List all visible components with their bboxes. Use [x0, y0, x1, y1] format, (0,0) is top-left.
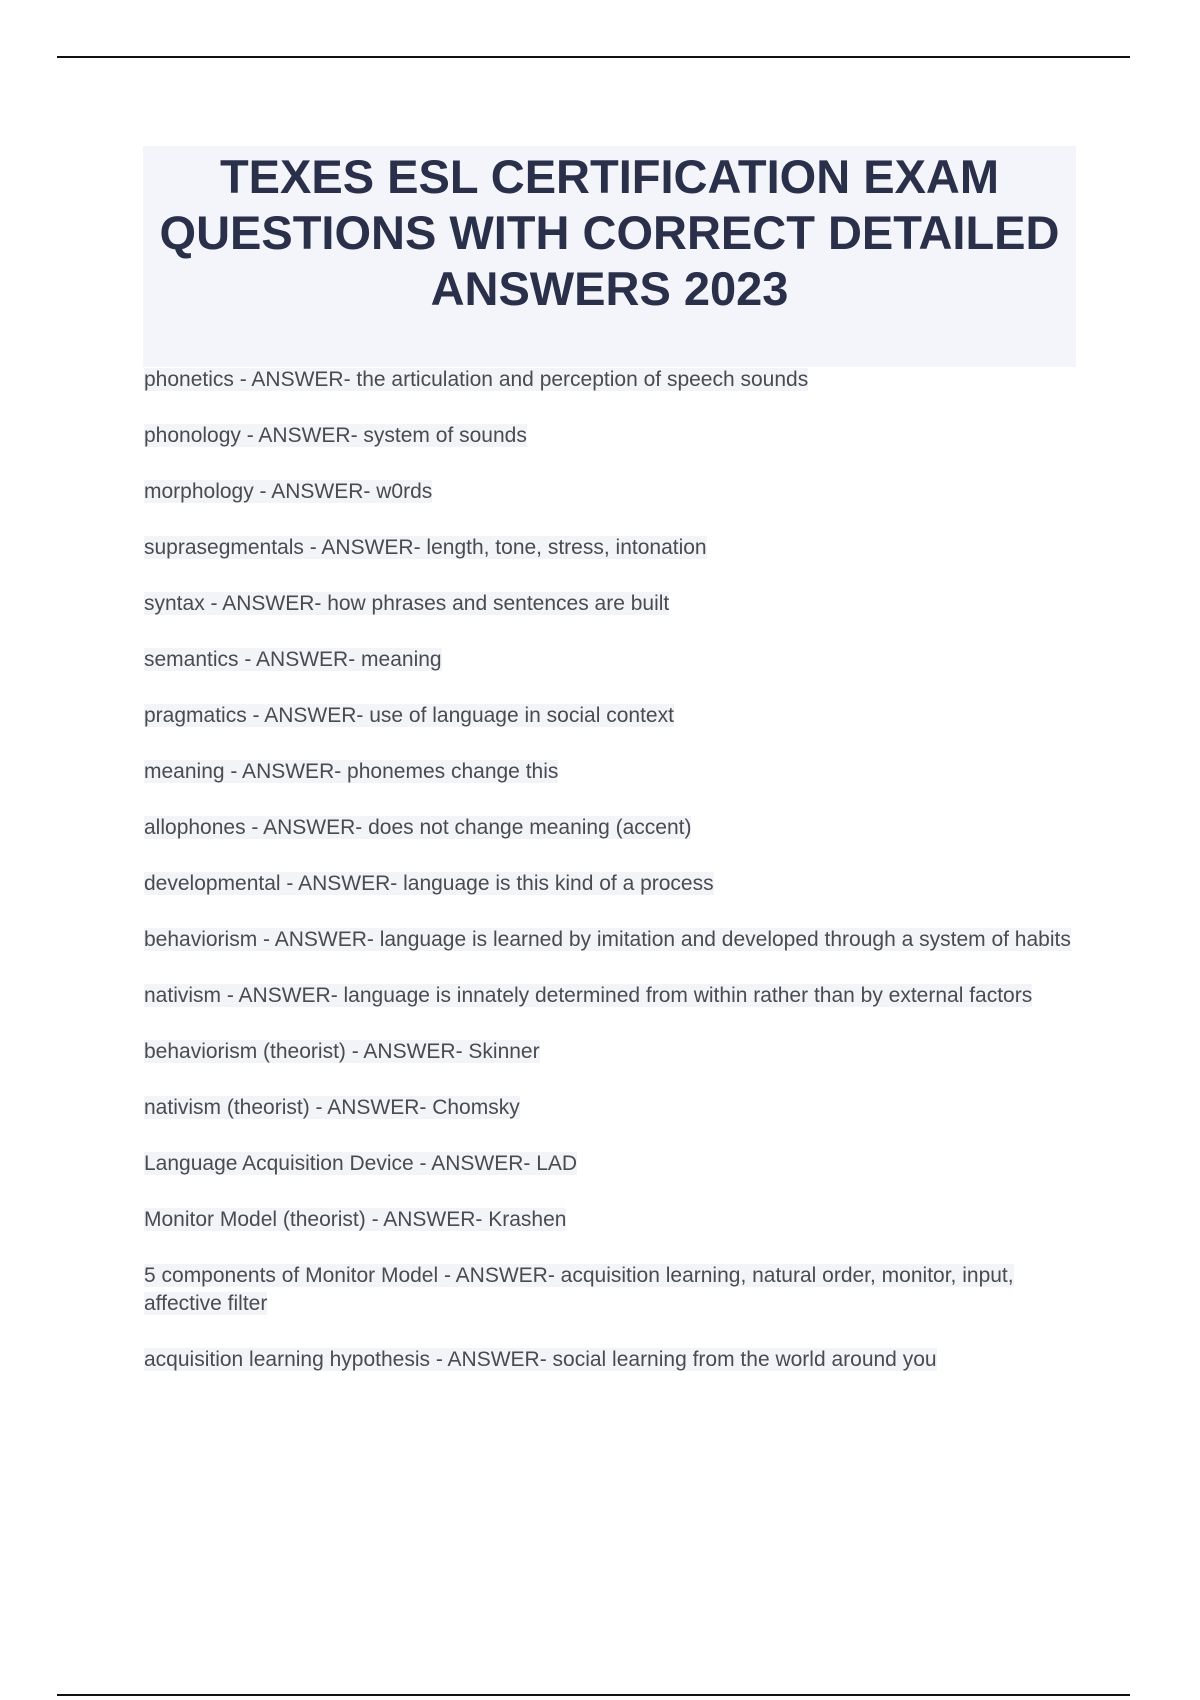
title-box	[143, 146, 1076, 367]
qa-entry	[144, 1206, 1084, 1234]
qa-entry	[144, 870, 1084, 898]
qa-entry	[144, 1038, 1084, 1066]
qa-entry	[144, 1150, 1084, 1178]
qa-entry	[144, 982, 1084, 1010]
qa-entry-text: Monitor Model (theorist) - ANSWER- Krashen	[144, 1208, 567, 1231]
qa-entry-text: phonology - ANSWER- system of sounds	[144, 424, 527, 447]
qa-entry-text: developmental - ANSWER- language is this kind of a process	[144, 872, 714, 895]
qa-entry-text: acquisition learning hypothesis - ANSWER- social learning from the world around you	[144, 1348, 937, 1371]
title-line: TEXES ESL CERTIFICATION EXAM	[219, 150, 1000, 203]
qa-entry	[144, 478, 1084, 506]
qa-entry	[144, 1346, 1084, 1374]
qa-entry-text: semantics - ANSWER- meaning	[144, 648, 442, 671]
qa-entry-text: behaviorism (theorist) - ANSWER- Skinner	[144, 1040, 540, 1063]
qa-entry	[144, 366, 1084, 394]
qa-entry	[144, 758, 1084, 786]
title-line: ANSWERS 2023	[430, 262, 789, 315]
qa-entry-text: behaviorism - ANSWER- language is learned by imitation and developed through a system of habits	[144, 928, 1071, 951]
qa-entry-text: 5 components of Monitor Model - ANSWER- acquisition learning, natural order, monitor, input, affective filter	[144, 1264, 1014, 1315]
qa-entry	[144, 1262, 1084, 1318]
qa-entry-text: Language Acquisition Device - ANSWER- LAD	[144, 1152, 578, 1175]
title-line: QUESTIONS WITH CORRECT DETAILED	[159, 206, 1060, 259]
qa-entry	[144, 590, 1084, 618]
qa-entry	[144, 422, 1084, 450]
qa-entry-text: nativism - ANSWER- language is innately determined from within rather than by external factors	[144, 984, 1033, 1007]
qa-entry	[144, 1094, 1084, 1122]
qa-entry	[144, 702, 1084, 730]
qa-entry-text: suprasegmentals - ANSWER- length, tone, stress, intonation	[144, 536, 707, 559]
qa-entry-text: syntax - ANSWER- how phrases and sentences are built	[144, 592, 670, 615]
qa-entry-text: morphology - ANSWER- w0rds	[144, 480, 433, 503]
qa-entry	[144, 926, 1084, 954]
page-title	[143, 146, 1076, 317]
qa-entry	[144, 534, 1084, 562]
qa-entry-text: allophones - ANSWER- does not change meaning (accent)	[144, 816, 692, 839]
qa-entry-text: meaning - ANSWER- phonemes change this	[144, 760, 559, 783]
qa-entry-text: phonetics - ANSWER- the articulation and perception of speech sounds	[144, 368, 809, 391]
qa-entry	[144, 814, 1084, 842]
qa-list	[144, 366, 1084, 1402]
bottom-rule	[57, 1694, 1130, 1696]
qa-entry-text: pragmatics - ANSWER- use of language in social context	[144, 704, 674, 727]
qa-entry	[144, 646, 1084, 674]
qa-entry-text: nativism (theorist) - ANSWER- Chomsky	[144, 1096, 520, 1119]
top-rule	[57, 56, 1130, 58]
